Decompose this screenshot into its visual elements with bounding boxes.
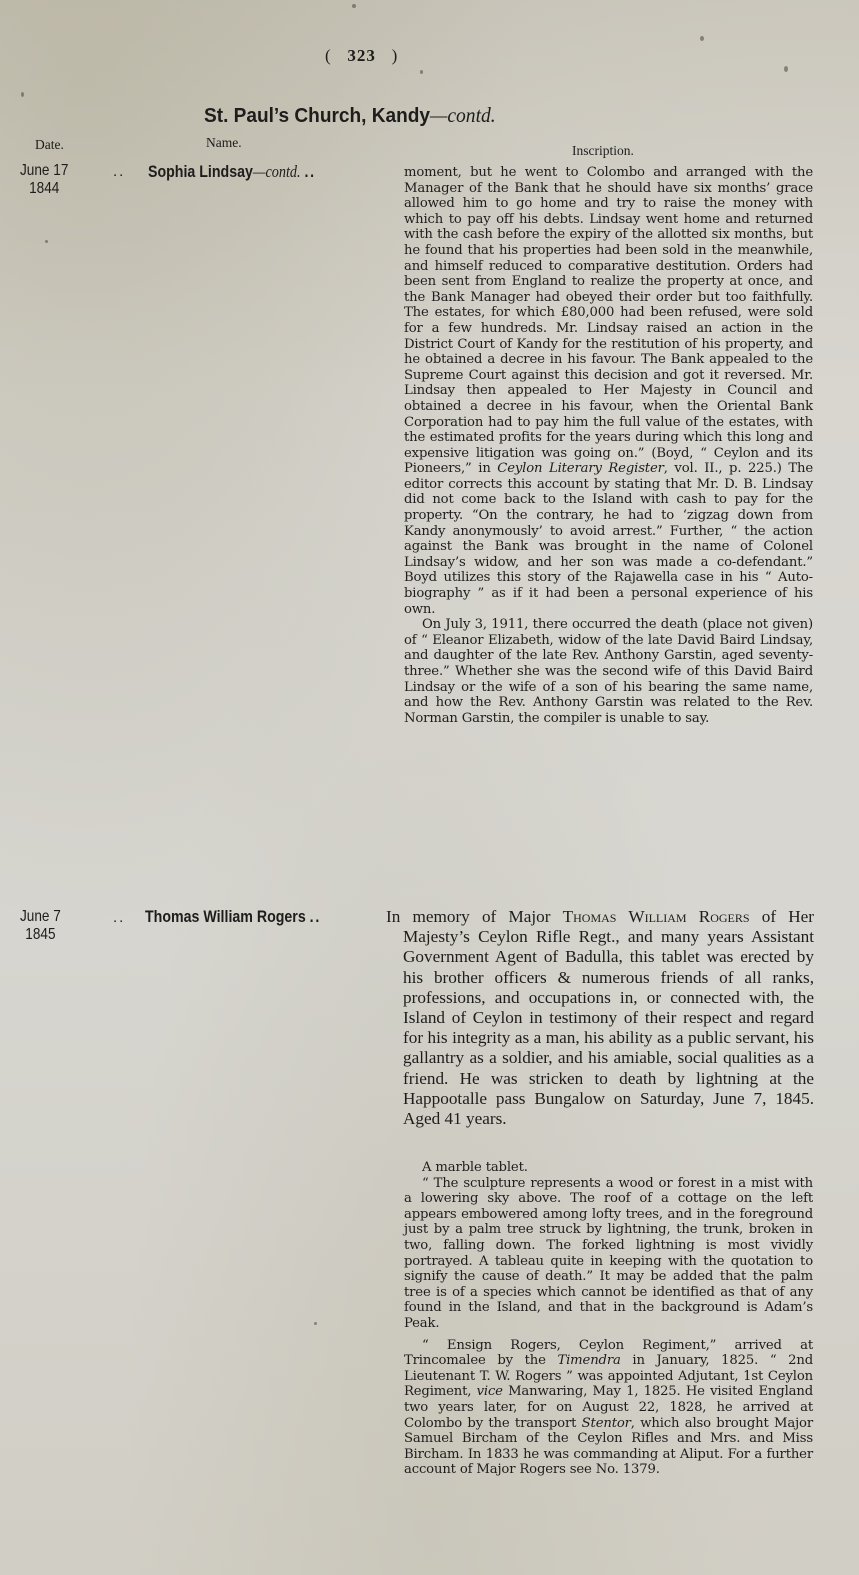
text-run: “ Ensign Rogers, Ceylon Regiment,” arrived at Trincomalee by the xyxy=(404,1337,813,1369)
note-paragraph xyxy=(404,1338,813,1478)
leader-dots: .. xyxy=(304,163,316,181)
leader-dots: .. xyxy=(113,163,126,180)
text-run: in January, 1825. “ 2nd Lieutenant T. W. Rogers ” was appointed Adjutant, 1st Ceylon Regiment, xyxy=(404,1353,813,1400)
text-run: moment, but he went to Colombo and arranged with the Manager of the Bank that he should have six months’ grace allowed him to go home and try to raise the money with which to pay off his debts. Lindsay went home and returned with the cash before the expiry of the allotted six months, but he found that his properties had been sold in the meanwhile, and himself reduced to comparative destitution. Orders had been sent from England to realize the property at once, and the Bank Manager had obeyed their order but too faithfully. The estates, for which £80,000 had been refused, were sold for a few hundreds. Mr. Lindsay raised an action in the District Court of Kandy for the restitution of his property, and he obtained a decree in his favour. The Bank appealed to the Supreme Court against this decision and got it reversed. Mr. Lindsay then appealed to Her Majesty in Council and obtained a decree in his favour, when the Oriental Bank Corporation had to pay him the full value of the estates, with the estimated profits for the years during which this long and expensive litigation was going on.” (Boyd, “ Ceylon and its Pioneers,” in xyxy=(404,165,813,477)
paper-speck xyxy=(314,1322,317,1325)
entry-date: June 17 1844 xyxy=(20,162,69,197)
inscription-paragraph xyxy=(404,165,813,617)
page-number-value: 323 xyxy=(347,46,376,65)
column-header-name: Name. xyxy=(206,135,242,150)
title-contd: —contd. xyxy=(430,103,496,127)
note-paragraph: A marble tablet. xyxy=(422,1160,528,1175)
column-header-date: Date. xyxy=(35,137,64,152)
page-title: St. Paul’s Church, Kandy—contd. xyxy=(204,103,496,127)
italic-text: vice xyxy=(476,1384,503,1400)
italic-text: Ceylon Literary Register xyxy=(497,461,664,477)
paper-speck xyxy=(784,66,788,72)
italic-text: Stentor xyxy=(581,1415,631,1431)
entry-date: June 7 1845 xyxy=(20,908,61,943)
memorial-inscription: In memory of Major Thomas William Rogers of Her Majesty’s Ceylon Rifle Regt., and many years Assistant Government Agent of Badulla, this tablet was erected by his brother officers & numerous friends of all ranks, professions, and occupations in, or connected with, the Island of Ceylon in testimony of their respect and regard for his integrity as a man, his ability as a public servant, his gallantry as a soldier, and his amiable, social qualities as a friend. He was stricken to death by lightning at the Happootalle pass Bungalow on Saturday, June 7, 1845. Aged 41 years. xyxy=(386,907,814,1129)
leader-dots: .. xyxy=(309,908,322,926)
italic-text: Timendra xyxy=(557,1353,621,1369)
text-run: Manwaring, May 1, 1825. He visited England two years later, for on August 22, 1828, he arrived at Colombo by the transport xyxy=(404,1384,813,1431)
entry-name: Sophia Lindsay—contd. .. xyxy=(148,162,316,181)
text-run: , vol. II., p. 225.) The editor corrects this account by stating that Mr. D. B. Lindsay did not come back to the Island with cash to pay for the property. “On the contrary, he had to ‘zigzag down from Kandy anonymously’ to avoid arrest.” Further, “ the action against the Bank was brought in the name of Colonel Lindsay’s widow, and her son was made a co-defendant.” Boyd utilizes this story of the Rajawella case in his “ Auto-biography ” as if it had been a personal experience of his own. xyxy=(404,461,813,617)
memorial-notes xyxy=(404,1160,813,1478)
paper-speck xyxy=(21,92,24,97)
leader-dots: .. xyxy=(113,909,126,926)
entry-inscription xyxy=(404,165,813,726)
text-run: On July 3, 1911, there occurred the death (place not given) of “ Eleanor Elizabeth, widow of the late David Baird Lindsay, and daughter of the late Rev. Anthony Garstin, aged seventy-three.” Whether she was the second wife of this David Baird Lindsay or the wife of a son of his bearing the same name, and how the Rev. Anthony Garstin was related to the Rev. Norman Garstin, the compiler is unable to say. xyxy=(404,617,813,726)
paper-speck xyxy=(45,240,48,243)
paper-speck xyxy=(352,4,356,8)
inscription-paragraph xyxy=(404,617,813,726)
page-number: ( 323 ) xyxy=(325,46,399,65)
column-header-inscription: Inscription. xyxy=(572,143,634,158)
paper-speck xyxy=(700,36,704,41)
note-paragraph: “ The sculpture represents a wood or forest in a mist with a lowering sky above. The roof of a cottage on the left appears embowered among lofty trees, and in the foreground just by a palm tree struck by lightning, the trunk, broken in two, falling down. The forked lightning is most vividly portrayed. A tableau quite in keeping with the quotation to signify the cause of death.” It may be added that the palm tree is of a species which cannot be identified as that of any found in the Island, and that in the background is Adam’s Peak. xyxy=(404,1175,813,1331)
paper-speck xyxy=(420,70,423,74)
entry-name: Thomas William Rogers .. xyxy=(145,908,322,926)
honoree-name: Thomas William Rogers xyxy=(562,907,750,926)
text-run: , which also brought Major Samuel Bircham of the Ceylon Rifles and Mrs. and Miss Bircham. In 1833 he was commanding at Aliput. For a further account of Major Rogers see No. 1379. xyxy=(404,1415,813,1478)
